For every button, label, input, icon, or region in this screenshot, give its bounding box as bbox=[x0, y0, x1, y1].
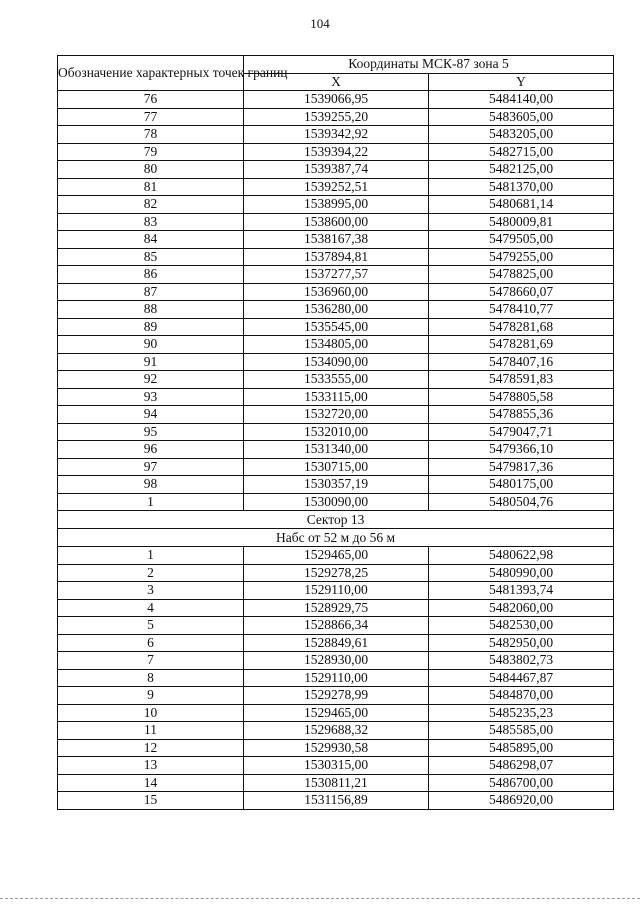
y-coordinate-cell: 5478281,68 bbox=[429, 318, 614, 336]
table-body bbox=[58, 91, 614, 810]
table-row bbox=[58, 458, 614, 476]
table-row bbox=[58, 792, 614, 810]
y-coordinate-cell: 5479505,00 bbox=[429, 231, 614, 249]
table-row bbox=[58, 441, 614, 459]
x-coordinate-cell: 1528866,34 bbox=[244, 617, 429, 635]
point-id-cell: 13 bbox=[58, 757, 244, 775]
table-row bbox=[58, 248, 614, 266]
point-id-cell: 14 bbox=[58, 774, 244, 792]
point-id-cell: 98 bbox=[58, 476, 244, 494]
x-coordinate-cell: 1530357,19 bbox=[244, 476, 429, 494]
x-coordinate-cell: 1539342,92 bbox=[244, 126, 429, 144]
section-row bbox=[58, 511, 614, 529]
x-coordinate-cell: 1532010,00 bbox=[244, 423, 429, 441]
x-coordinate-cell: 1533115,00 bbox=[244, 388, 429, 406]
x-coordinate-cell: 1528849,61 bbox=[244, 634, 429, 652]
table-row bbox=[58, 91, 614, 109]
point-id-cell: 82 bbox=[58, 196, 244, 214]
table-row bbox=[58, 704, 614, 722]
y-coordinate-cell: 5480990,00 bbox=[429, 564, 614, 582]
x-coordinate-cell: 1529110,00 bbox=[244, 582, 429, 600]
x-coordinate-cell: 1531340,00 bbox=[244, 441, 429, 459]
y-coordinate-cell: 5478660,07 bbox=[429, 283, 614, 301]
y-coordinate-cell: 5479255,00 bbox=[429, 248, 614, 266]
table-row bbox=[58, 283, 614, 301]
y-coordinate-cell: 5481393,74 bbox=[429, 582, 614, 600]
x-coordinate-cell: 1534090,00 bbox=[244, 353, 429, 371]
point-id-cell: 11 bbox=[58, 722, 244, 740]
y-coordinate-cell: 5482125,00 bbox=[429, 161, 614, 179]
x-coordinate-cell: 1536280,00 bbox=[244, 301, 429, 319]
x-coordinate-cell: 1535545,00 bbox=[244, 318, 429, 336]
point-id-cell: 4 bbox=[58, 599, 244, 617]
y-coordinate-cell: 5478281,69 bbox=[429, 336, 614, 354]
point-id-cell: 96 bbox=[58, 441, 244, 459]
point-id-cell: 8 bbox=[58, 669, 244, 687]
y-coordinate-cell: 5486298,07 bbox=[429, 757, 614, 775]
x-coordinate-cell: 1529278,99 bbox=[244, 687, 429, 705]
table-header bbox=[58, 56, 614, 91]
point-id-cell: 92 bbox=[58, 371, 244, 389]
x-coordinate-cell: 1529465,00 bbox=[244, 704, 429, 722]
table-row bbox=[58, 336, 614, 354]
table-row bbox=[58, 739, 614, 757]
x-coordinate-cell: 1528929,75 bbox=[244, 599, 429, 617]
x-coordinate-cell: 1534805,00 bbox=[244, 336, 429, 354]
point-id-cell: 12 bbox=[58, 739, 244, 757]
point-id-cell: 7 bbox=[58, 652, 244, 670]
table-row bbox=[58, 266, 614, 284]
table-row bbox=[58, 126, 614, 144]
table-row bbox=[58, 161, 614, 179]
y-coordinate-cell: 5483205,00 bbox=[429, 126, 614, 144]
y-coordinate-cell: 5485585,00 bbox=[429, 722, 614, 740]
table-row bbox=[58, 178, 614, 196]
x-coordinate-cell: 1531156,89 bbox=[244, 792, 429, 810]
point-id-cell: 93 bbox=[58, 388, 244, 406]
x-coordinate-cell: 1539387,74 bbox=[244, 161, 429, 179]
y-coordinate-cell: 5484140,00 bbox=[429, 91, 614, 109]
point-id-cell: 95 bbox=[58, 423, 244, 441]
y-coordinate-cell: 5479817,36 bbox=[429, 458, 614, 476]
table-row bbox=[58, 599, 614, 617]
y-coordinate-cell: 5479366,10 bbox=[429, 441, 614, 459]
x-coordinate-cell: 1536960,00 bbox=[244, 283, 429, 301]
point-id-cell: 94 bbox=[58, 406, 244, 424]
table-row bbox=[58, 143, 614, 161]
x-coordinate-cell: 1530315,00 bbox=[244, 757, 429, 775]
point-id-cell: 2 bbox=[58, 564, 244, 582]
table-row bbox=[58, 108, 614, 126]
point-id-cell: 91 bbox=[58, 353, 244, 371]
point-id-cell: 15 bbox=[58, 792, 244, 810]
point-id-cell: 6 bbox=[58, 634, 244, 652]
table-row bbox=[58, 774, 614, 792]
table-row bbox=[58, 318, 614, 336]
y-coordinate-cell: 5484870,00 bbox=[429, 687, 614, 705]
x-coordinate-cell: 1530811,21 bbox=[244, 774, 429, 792]
y-coordinate-cell: 5482060,00 bbox=[429, 599, 614, 617]
y-coordinate-cell: 5482950,00 bbox=[429, 634, 614, 652]
point-id-cell: 89 bbox=[58, 318, 244, 336]
point-id-cell: 90 bbox=[58, 336, 244, 354]
y-coordinate-cell: 5480504,76 bbox=[429, 493, 614, 511]
y-coordinate-cell: 5478410,77 bbox=[429, 301, 614, 319]
header-point-label: Обозначение характерных точек границ bbox=[58, 56, 244, 91]
section-label: Сектор 13 bbox=[58, 511, 614, 529]
point-id-cell: 97 bbox=[58, 458, 244, 476]
table-row bbox=[58, 301, 614, 319]
x-coordinate-cell: 1537894,81 bbox=[244, 248, 429, 266]
point-id-cell: 10 bbox=[58, 704, 244, 722]
table-row bbox=[58, 757, 614, 775]
x-coordinate-cell: 1530715,00 bbox=[244, 458, 429, 476]
point-id-cell: 76 bbox=[58, 91, 244, 109]
point-id-cell: 81 bbox=[58, 178, 244, 196]
section-row bbox=[58, 529, 614, 547]
x-coordinate-cell: 1539394,22 bbox=[244, 143, 429, 161]
header-y-label: Y bbox=[429, 73, 614, 91]
point-id-cell: 80 bbox=[58, 161, 244, 179]
bottom-divider bbox=[0, 898, 640, 899]
table-row bbox=[58, 652, 614, 670]
y-coordinate-cell: 5485895,00 bbox=[429, 739, 614, 757]
y-coordinate-cell: 5483802,73 bbox=[429, 652, 614, 670]
table-row bbox=[58, 231, 614, 249]
point-id-cell: 87 bbox=[58, 283, 244, 301]
table-row bbox=[58, 547, 614, 565]
y-coordinate-cell: 5478855,36 bbox=[429, 406, 614, 424]
y-coordinate-cell: 5480009,81 bbox=[429, 213, 614, 231]
section-label: Набс от 52 м до 56 м bbox=[58, 529, 614, 547]
x-coordinate-cell: 1538995,00 bbox=[244, 196, 429, 214]
x-coordinate-cell: 1530090,00 bbox=[244, 493, 429, 511]
y-coordinate-cell: 5485235,23 bbox=[429, 704, 614, 722]
y-coordinate-cell: 5486700,00 bbox=[429, 774, 614, 792]
x-coordinate-cell: 1538167,38 bbox=[244, 231, 429, 249]
x-coordinate-cell: 1528930,00 bbox=[244, 652, 429, 670]
table-row bbox=[58, 722, 614, 740]
y-coordinate-cell: 5478825,00 bbox=[429, 266, 614, 284]
table-row bbox=[58, 213, 614, 231]
table-row bbox=[58, 423, 614, 441]
x-coordinate-cell: 1532720,00 bbox=[244, 406, 429, 424]
y-coordinate-cell: 5482530,00 bbox=[429, 617, 614, 635]
y-coordinate-cell: 5480175,00 bbox=[429, 476, 614, 494]
x-coordinate-cell: 1529278,25 bbox=[244, 564, 429, 582]
table-row bbox=[58, 196, 614, 214]
table-row bbox=[58, 371, 614, 389]
point-id-cell: 84 bbox=[58, 231, 244, 249]
header-coords-label: Координаты МСК-87 зона 5 bbox=[244, 56, 614, 74]
y-coordinate-cell: 5484467,87 bbox=[429, 669, 614, 687]
y-coordinate-cell: 5486920,00 bbox=[429, 792, 614, 810]
table-row bbox=[58, 476, 614, 494]
x-coordinate-cell: 1537277,57 bbox=[244, 266, 429, 284]
table-row bbox=[58, 669, 614, 687]
point-id-cell: 79 bbox=[58, 143, 244, 161]
x-coordinate-cell: 1533555,00 bbox=[244, 371, 429, 389]
x-coordinate-cell: 1529930,58 bbox=[244, 739, 429, 757]
x-coordinate-cell: 1529465,00 bbox=[244, 547, 429, 565]
y-coordinate-cell: 5478805,58 bbox=[429, 388, 614, 406]
y-coordinate-cell: 5480681,14 bbox=[429, 196, 614, 214]
header-row-top bbox=[58, 56, 614, 74]
point-id-cell: 78 bbox=[58, 126, 244, 144]
y-coordinate-cell: 5479047,71 bbox=[429, 423, 614, 441]
coordinates-table bbox=[57, 55, 614, 810]
x-coordinate-cell: 1539252,51 bbox=[244, 178, 429, 196]
point-id-cell: 86 bbox=[58, 266, 244, 284]
point-id-cell: 83 bbox=[58, 213, 244, 231]
table-row bbox=[58, 493, 614, 511]
x-coordinate-cell: 1539066,95 bbox=[244, 91, 429, 109]
table-row bbox=[58, 634, 614, 652]
x-coordinate-cell: 1538600,00 bbox=[244, 213, 429, 231]
point-id-cell: 1 bbox=[58, 493, 244, 511]
point-id-cell: 1 bbox=[58, 547, 244, 565]
table-row bbox=[58, 388, 614, 406]
x-coordinate-cell: 1529688,32 bbox=[244, 722, 429, 740]
x-coordinate-cell: 1539255,20 bbox=[244, 108, 429, 126]
y-coordinate-cell: 5482715,00 bbox=[429, 143, 614, 161]
point-id-cell: 77 bbox=[58, 108, 244, 126]
point-id-cell: 88 bbox=[58, 301, 244, 319]
y-coordinate-cell: 5480622,98 bbox=[429, 547, 614, 565]
x-coordinate-cell: 1529110,00 bbox=[244, 669, 429, 687]
y-coordinate-cell: 5483605,00 bbox=[429, 108, 614, 126]
table-row bbox=[58, 617, 614, 635]
point-id-cell: 85 bbox=[58, 248, 244, 266]
header-x-label: X bbox=[244, 73, 429, 91]
table-row bbox=[58, 353, 614, 371]
y-coordinate-cell: 5478407,16 bbox=[429, 353, 614, 371]
table-row bbox=[58, 687, 614, 705]
table-row bbox=[58, 564, 614, 582]
point-id-cell: 9 bbox=[58, 687, 244, 705]
page-number: 104 bbox=[310, 16, 330, 31]
table-row bbox=[58, 406, 614, 424]
y-coordinate-cell: 5478591,83 bbox=[429, 371, 614, 389]
point-id-cell: 3 bbox=[58, 582, 244, 600]
table-row bbox=[58, 582, 614, 600]
point-id-cell: 5 bbox=[58, 617, 244, 635]
y-coordinate-cell: 5481370,00 bbox=[429, 178, 614, 196]
